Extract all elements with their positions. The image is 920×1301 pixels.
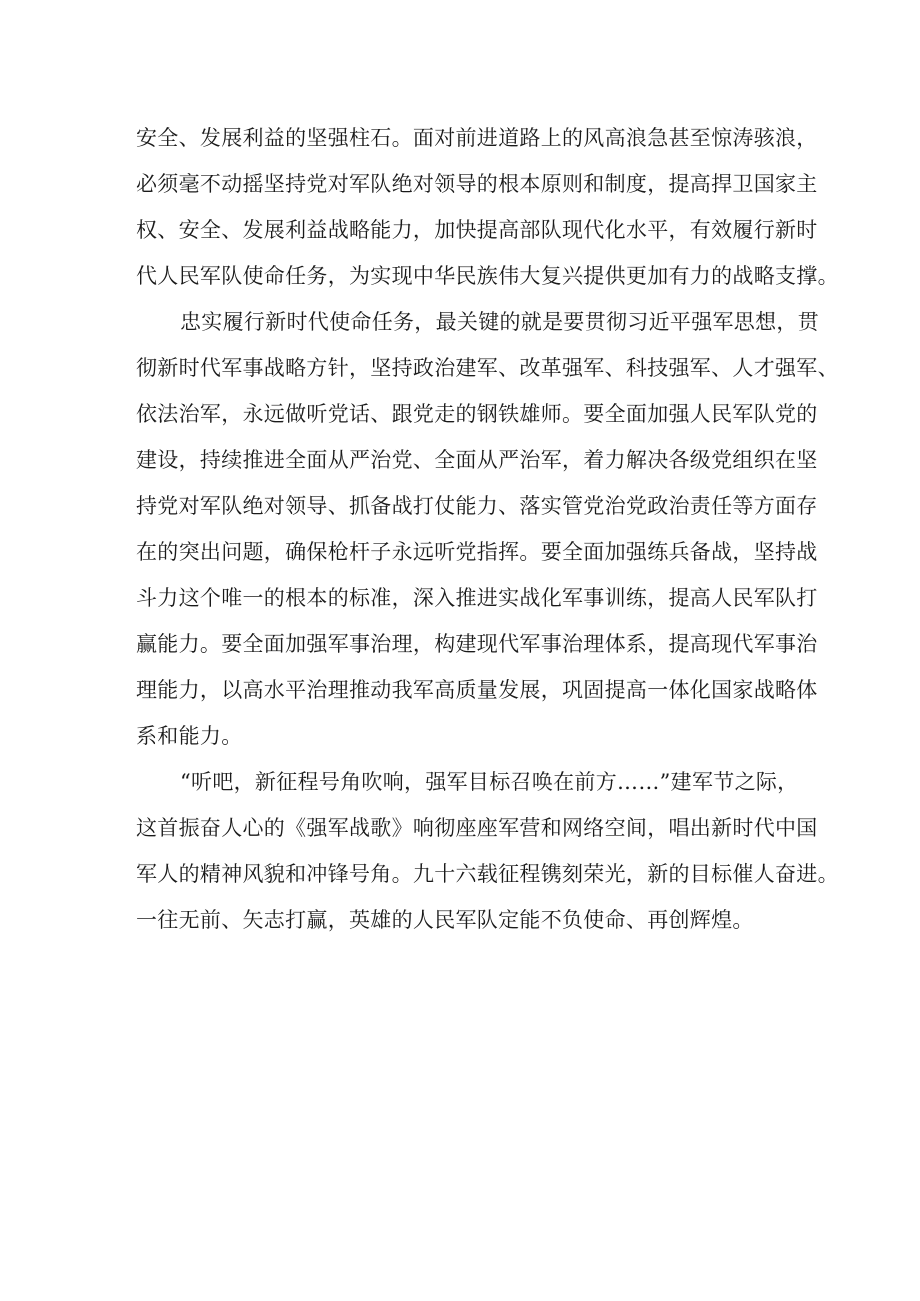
text-line: “听吧，新征程号角吹响，强军目标召唤在前方……”建军节之际，: [180, 770, 799, 794]
text-line: 在的突出问题，确保枪杆子永远听党指挥。要全面加强练兵备战，坚持战: [136, 540, 818, 564]
text-line: 赢能力。要全面加强军事治理，构建现代军事治理体系，提高现代军事治: [136, 632, 818, 656]
text-line: 这首振奋人心的《强军战歌》响彻座座军营和网络空间，唱出新时代中国: [136, 816, 818, 840]
paragraph-2: [136, 299, 839, 759]
paragraph-3: [136, 759, 839, 943]
text-line: 代人民军队使命任务，为实现中华民族伟大复兴提供更加有力的战略支撑。: [136, 264, 839, 288]
text-line: 军人的精神风貌和冲锋号角。九十六载征程镌刻荣光，新的目标催人奋进。: [136, 862, 839, 886]
text-line: 斗力这个唯一的根本的标准，深入推进实战化军事训练，提高人民军队打: [136, 586, 818, 610]
text-line: 系和能力。: [136, 724, 243, 748]
text-line: 忠实履行新时代使命任务，最关键的就是要贯彻习近平强军思想，贯: [180, 310, 819, 334]
text-line: 彻新时代军事战略方针，坚持政治建军、改革强军、科技强军、人才强军、: [136, 356, 839, 380]
text-line: 权、安全、发展利益战略能力，加快提高部队现代化水平，有效履行新时: [136, 218, 818, 242]
text-line: 持党对军队绝对领导、抓备战打仗能力、落实管党治党政治责任等方面存: [136, 494, 818, 518]
text-line: 依法治军，永远做听党话、跟党走的钢铁雄师。要全面加强人民军队党的: [136, 402, 818, 426]
text-line: 安全、发展利益的坚强柱石。面对前进道路上的风高浪急甚至惊涛骇浪，: [136, 126, 818, 150]
text-line: 理能力，以高水平治理推动我军高质量发展，巩固提高一体化国家战略体: [136, 678, 818, 702]
paragraph-1: [136, 115, 839, 299]
text-line: 一往无前、矢志打赢，英雄的人民军队定能不负使命、再创辉煌。: [136, 908, 754, 932]
text-line: 必须毫不动摇坚持党对军队绝对领导的根本原则和制度，提高捍卫国家主: [136, 172, 818, 196]
text-line: 建设，持续推进全面从严治党、全面从严治军，着力解决各级党组织在坚: [136, 448, 818, 472]
